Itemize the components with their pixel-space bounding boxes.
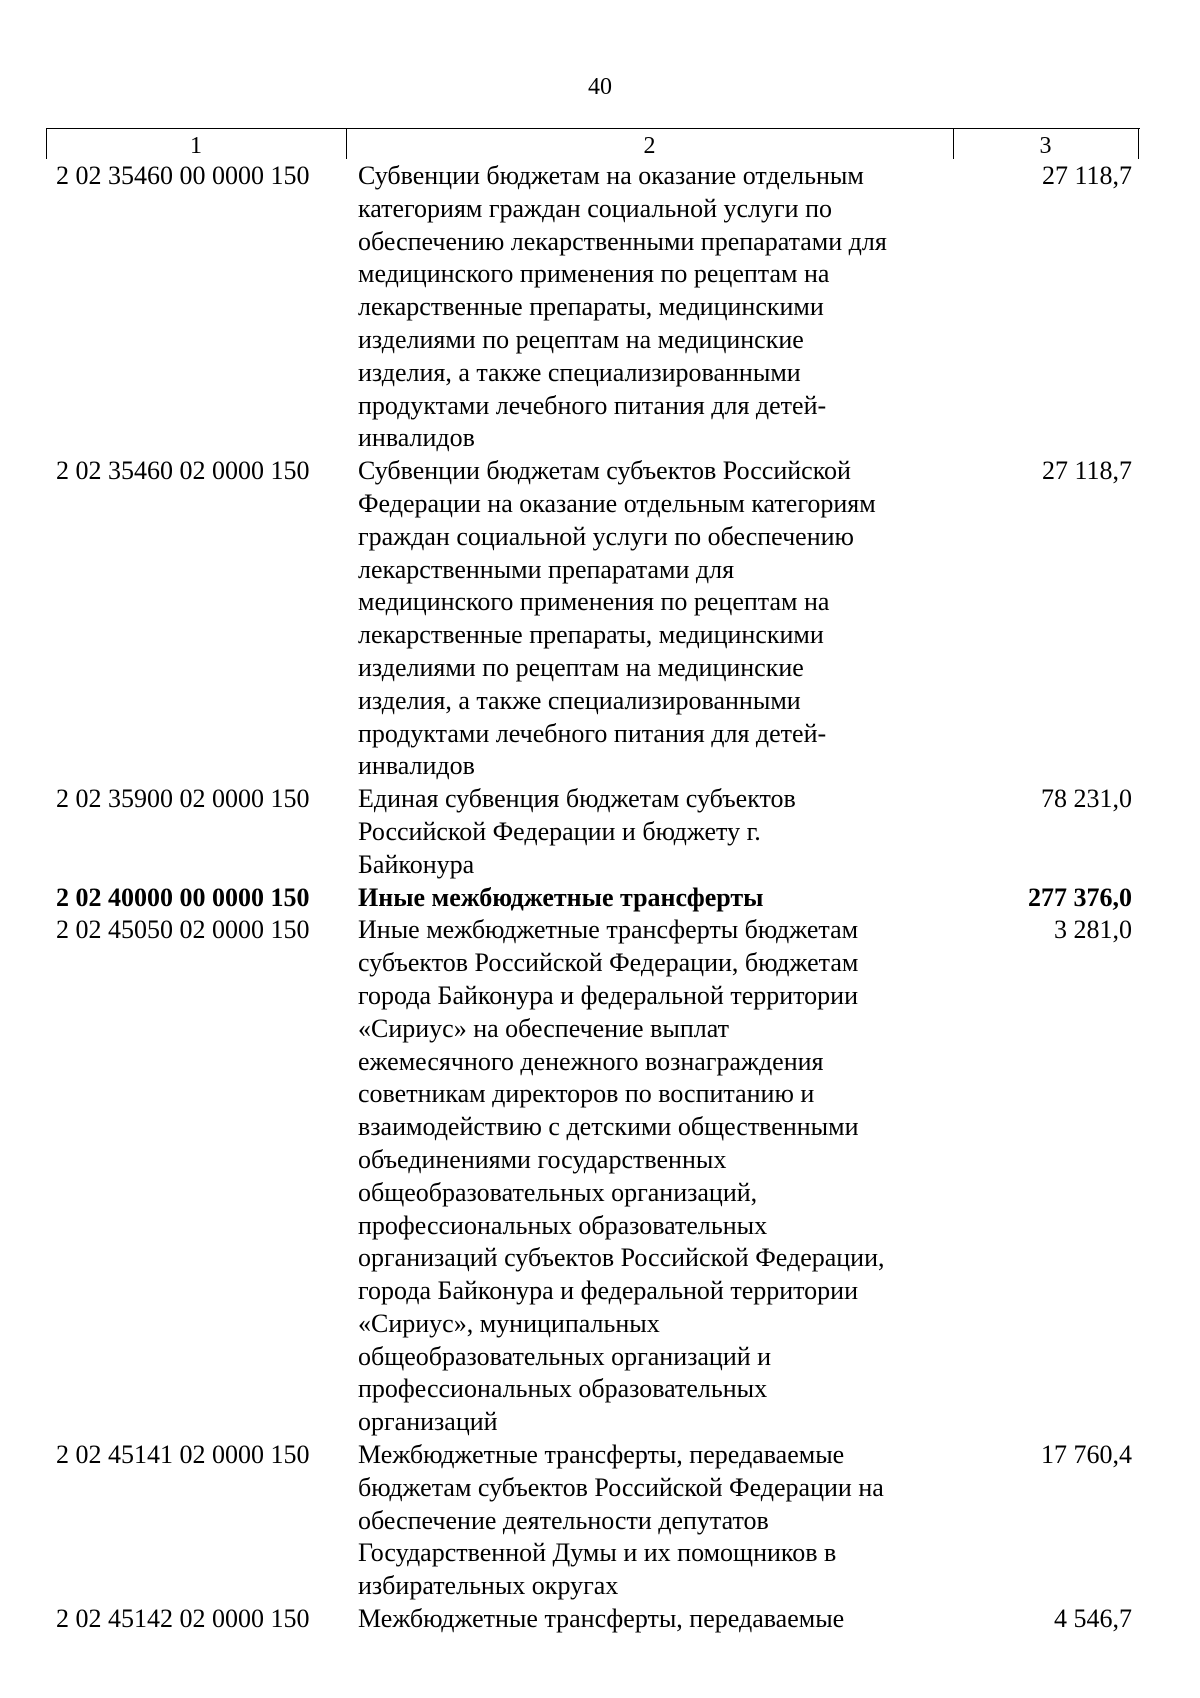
- budget-code: 2 02 45050 02 0000 150: [56, 915, 310, 945]
- revenue-name-line: «Сириус» на обеспечение выплат: [358, 1013, 729, 1043]
- page-number: 40: [588, 74, 612, 100]
- table-row: [56, 455, 1132, 783]
- column-divider: [1138, 129, 1139, 159]
- revenue-name-line: изделия, а также специализированными: [358, 685, 801, 715]
- amount: 277 376,0: [1028, 882, 1132, 912]
- revenue-name-line: города Байконура и федеральной территории: [358, 1276, 859, 1306]
- revenue-name-line: медицинского применения по рецептам на: [358, 587, 830, 617]
- revenue-name: [356, 455, 943, 783]
- revenue-name-line: субъектов Российской Федерации, бюджетам: [358, 948, 859, 978]
- revenue-name: [356, 1439, 943, 1603]
- table-row: [56, 160, 1132, 455]
- budget-code: 2 02 45142 02 0000 150: [56, 1604, 310, 1634]
- revenue-name-line: Иные межбюджетные трансферты: [358, 882, 764, 912]
- amount: 3 281,0: [1054, 915, 1132, 945]
- table-row: [56, 783, 1132, 881]
- amount: 4 546,7: [1054, 1604, 1132, 1634]
- budget-code: 2 02 35900 02 0000 150: [56, 784, 310, 814]
- revenue-name-line: граждан социальной услуги по обеспечению: [358, 521, 854, 551]
- revenue-name-line: инвалидов: [358, 423, 475, 453]
- revenue-name-line: Иные межбюджетные трансферты бюджетам: [358, 915, 859, 945]
- revenue-name-line: категориям граждан социальной услуги по: [358, 193, 833, 223]
- revenue-name: [356, 1603, 943, 1636]
- revenue-name-line: объединениями государственных: [358, 1144, 727, 1174]
- budget-code: 2 02 35460 00 0000 150: [56, 161, 310, 190]
- revenue-name-line: общеобразовательных организаций,: [358, 1177, 758, 1207]
- amount: 27 118,7: [1041, 161, 1132, 190]
- amount: 27 118,7: [1041, 456, 1132, 486]
- revenue-name-line: продуктами лечебного питания для детей-: [358, 390, 827, 420]
- revenue-name-line: обеспечению лекарственными препаратами для: [358, 226, 887, 256]
- revenue-name: [356, 783, 943, 881]
- revenue-name-line: изделия, а также специализированными: [358, 357, 801, 387]
- budget-code: 2 02 45141 02 0000 150: [56, 1440, 310, 1470]
- revenue-name-line: профессиональных образовательных: [358, 1210, 768, 1240]
- revenue-name: [356, 160, 943, 455]
- revenue-name-line: Байконура: [358, 849, 475, 879]
- revenue-name-line: изделиями по рецептам на медицинские: [358, 324, 804, 354]
- revenue-name-line: Государственной Думы и их помощников в: [358, 1538, 837, 1568]
- revenue-name-line: Федерации на оказание отдельным категориям: [358, 488, 876, 518]
- revenue-name-line: Межбюджетные трансферты, передаваемые: [358, 1604, 845, 1634]
- budget-code: 2 02 40000 00 0000 150: [56, 882, 310, 912]
- revenue-name-line: «Сириус», муниципальных: [358, 1308, 660, 1338]
- revenue-name-line: лекарственные препараты, медицинскими: [358, 292, 824, 322]
- revenue-name-line: города Байконура и федеральной территории: [358, 980, 859, 1010]
- revenue-name: [356, 882, 943, 915]
- revenue-name-line: избирательных округах: [358, 1571, 619, 1601]
- revenue-name-line: лекарственные препараты, медицинскими: [358, 620, 824, 650]
- revenue-name-line: Субвенции бюджетам на оказание отдельным: [358, 161, 864, 190]
- revenue-name-line: Единая субвенция бюджетам субъектов: [358, 784, 796, 814]
- revenue-name-line: бюджетам субъектов Российской Федерации на: [358, 1472, 884, 1502]
- header-column-3: 3: [1039, 133, 1052, 159]
- table-header: [46, 128, 1140, 159]
- table-row: [56, 1439, 1132, 1603]
- revenue-name-line: лекарственными препаратами для: [358, 554, 735, 584]
- table-row: [56, 882, 1132, 915]
- revenue-name-line: профессиональных образовательных: [358, 1374, 768, 1404]
- table-row: [56, 1603, 1132, 1636]
- amount: 17 760,4: [1041, 1440, 1132, 1470]
- amount: 78 231,0: [1041, 784, 1132, 814]
- revenue-name-line: продуктами лечебного питания для детей-: [358, 718, 827, 748]
- revenue-name-line: советникам директоров по воспитанию и: [358, 1079, 815, 1109]
- header-column-1: 1: [190, 133, 202, 159]
- revenue-name-line: взаимодействию с детскими общественными: [358, 1112, 859, 1142]
- revenue-name-line: Межбюджетные трансферты, передаваемые: [358, 1440, 845, 1470]
- budget-code: 2 02 35460 02 0000 150: [56, 456, 310, 486]
- revenue-name-line: инвалидов: [358, 751, 475, 781]
- revenue-name-line: организаций: [358, 1407, 498, 1437]
- revenue-name-line: изделиями по рецептам на медицинские: [358, 652, 804, 682]
- header-column-2: 2: [643, 133, 656, 159]
- revenue-name: [356, 914, 943, 1439]
- revenue-name-line: Российской Федерации и бюджету г.: [358, 816, 761, 846]
- revenue-name-line: обеспечение деятельности депутатов: [358, 1505, 769, 1535]
- revenue-name-line: общеобразовательных организаций и: [358, 1341, 772, 1371]
- revenue-name-line: организаций субъектов Российской Федерации,: [358, 1243, 885, 1273]
- revenue-name-line: ежемесячного денежного вознаграждения: [358, 1046, 824, 1076]
- revenue-name-line: Субвенции бюджетам субъектов Российской: [358, 456, 851, 486]
- revenue-name-line: медицинского применения по рецептам на: [358, 259, 830, 289]
- table-body: [56, 160, 1132, 1636]
- table-row: [56, 914, 1132, 1439]
